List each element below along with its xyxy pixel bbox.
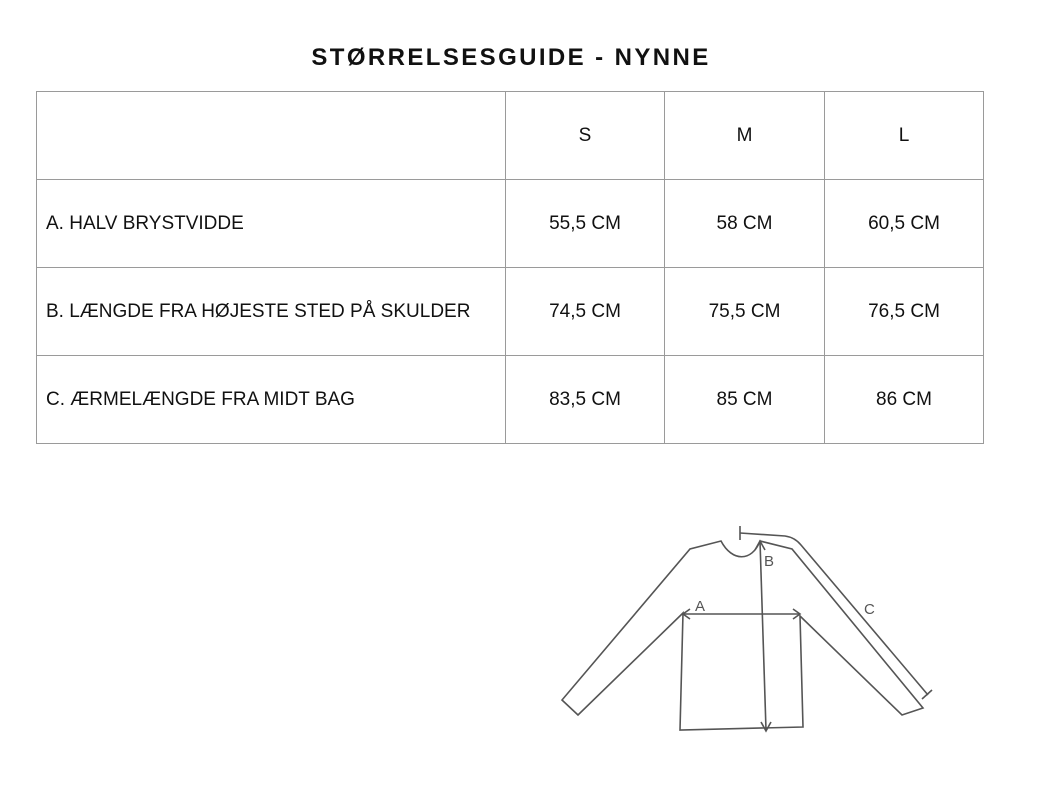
measure-tick-c-end: [922, 690, 932, 699]
table-cell: 58 CM: [665, 180, 825, 268]
sweater-measurement-diagram: [540, 515, 960, 745]
table-cell: 76,5 CM: [825, 268, 984, 356]
diagram-label-a: A: [695, 598, 706, 615]
row-label: C. ÆRMELÆNGDE FRA MIDT BAG: [37, 356, 506, 444]
page-title: STØRRELSESGUIDE - NYNNE: [311, 44, 711, 71]
table-cell: 83,5 CM: [506, 356, 665, 444]
header-size-l: L: [825, 92, 984, 180]
table-row: [37, 356, 984, 444]
table-cell: 60,5 CM: [825, 180, 984, 268]
header-corner-cell: [37, 92, 506, 180]
table-row: [37, 268, 984, 356]
table-header-row: [37, 92, 984, 180]
header-size-s: S: [506, 92, 665, 180]
diagram-label-c: C: [864, 601, 875, 618]
table-cell: 85 CM: [665, 356, 825, 444]
size-table: [36, 91, 984, 444]
table-row: [37, 180, 984, 268]
table-cell: 75,5 CM: [665, 268, 825, 356]
table-cell: 55,5 CM: [506, 180, 665, 268]
table-cell: 86 CM: [825, 356, 984, 444]
header-size-m: M: [665, 92, 825, 180]
table-cell: 74,5 CM: [506, 268, 665, 356]
sweater-outline: [562, 541, 923, 730]
diagram-label-b: B: [764, 553, 775, 570]
row-label: B. LÆNGDE FRA HØJESTE STED PÅ SKULDER: [37, 268, 506, 356]
row-label: A. HALV BRYSTVIDDE: [37, 180, 506, 268]
